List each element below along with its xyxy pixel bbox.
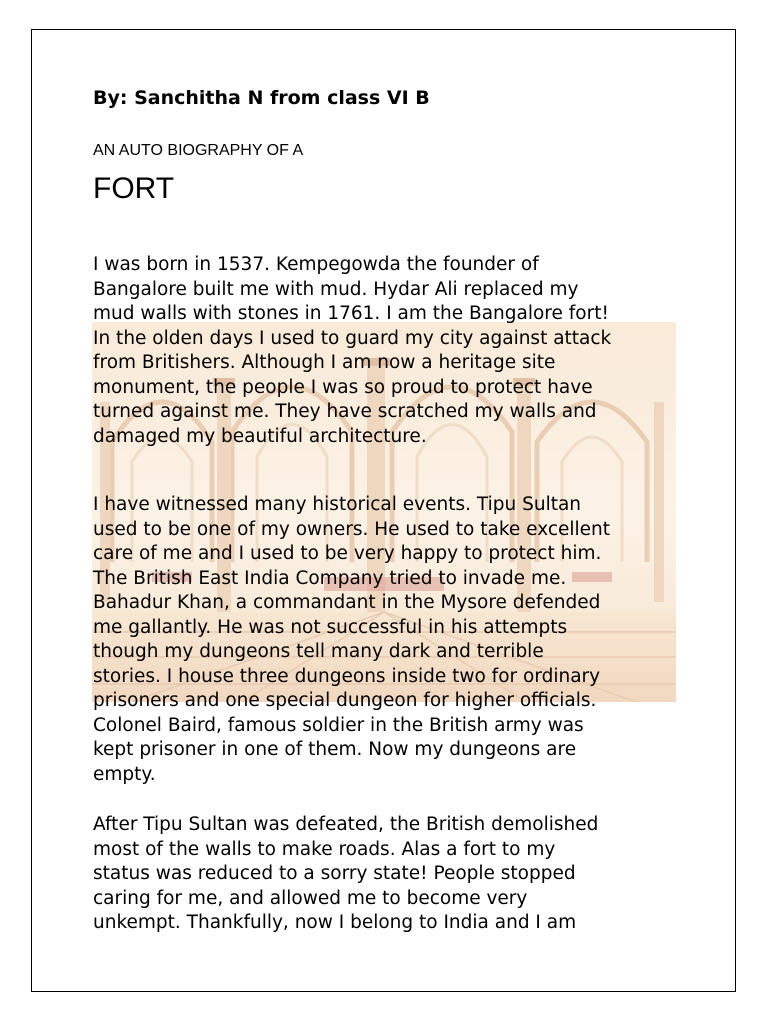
text-line: care of me and I used to be very happy to protect him.: [93, 543, 602, 564]
paragraph-2: [93, 493, 683, 787]
author-line: By: Sanchitha N from class VI B: [93, 87, 430, 109]
text-line: used to be one of my owners. He used to take excellent: [93, 518, 611, 540]
text-line: In the olden days I used to guard my city against attack: [93, 327, 612, 349]
text-line: empty.: [93, 763, 156, 785]
text-line: Colonel Baird, famous soldier in the British army was: [93, 714, 584, 736]
text-line: damaged my beautiful architecture.: [93, 425, 427, 447]
text-line: prisoners and one special dungeon for higher officials.: [93, 690, 597, 711]
text-line: status was reduced to a sorry state! People stopped: [93, 863, 576, 884]
text-line: me gallantly. He was not successful in his attempts: [93, 616, 568, 638]
text-line: monument, the people I was so proud to protect have: [93, 376, 593, 398]
text-line: kept prisoner in one of them. Now my dungeons are: [93, 739, 577, 760]
text-line: most of the walls to make roads. Alas a fort to my: [93, 838, 556, 860]
paragraph-1: [93, 253, 683, 449]
document-title: FORT: [93, 172, 175, 205]
text-line: though my dungeons tell many dark and terrible: [93, 641, 544, 662]
document-subtitle: AN AUTO BIOGRAPHY OF A: [93, 142, 304, 159]
text-line: The British East India Company tried to invade me.: [93, 567, 567, 589]
text-line: stories. I house three dungeons inside two for ordinary: [93, 665, 601, 687]
text-line: unkempt. Thankfully, now I belong to India and I am: [93, 912, 577, 933]
text-line: from Britishers. Although I am now a heritage site: [93, 352, 556, 373]
text-line: caring for me, and allowed me to become very: [93, 887, 528, 909]
text-line: turned against me. They have scratched my walls and: [93, 401, 597, 422]
text-line: mud walls with stones in 1761. I am the Bangalore fort!: [93, 303, 609, 324]
text-line: Bangalore built me with mud. Hydar Ali replaced my: [93, 278, 579, 300]
text-line: After Tipu Sultan was defeated, the British demolished: [93, 814, 599, 835]
text-line: Bahadur Khan, a commandant in the Mysore defended: [93, 592, 601, 613]
text-line: I was born in 1537. Kempegowda the founder of: [93, 254, 539, 275]
text-line: I have witnessed many historical events. Tipu Sultan: [93, 494, 582, 515]
paragraph-3: [93, 813, 683, 936]
